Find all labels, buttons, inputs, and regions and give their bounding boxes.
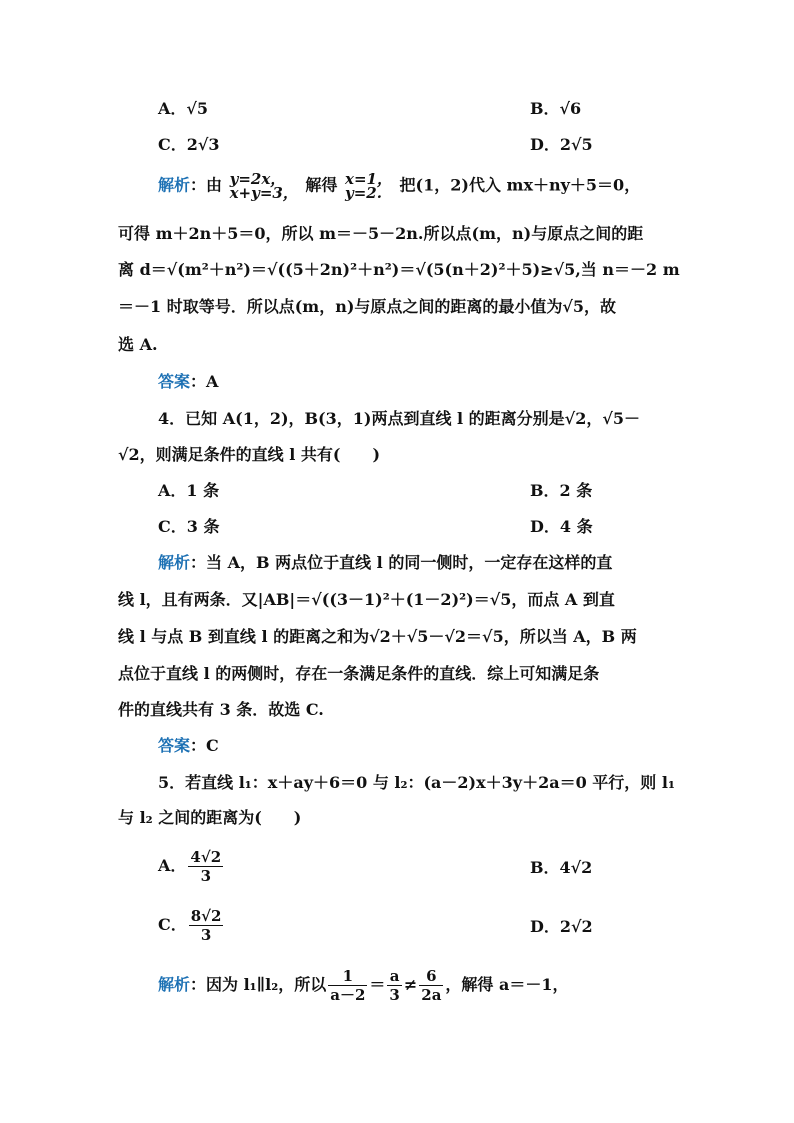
q3-solution-text: ：由 [190,175,223,195]
system-row: x=1， [345,170,392,188]
q5-option-b: B．4√2 [530,858,593,877]
equals-sign: ＝ [369,975,386,994]
q3-options-row-2 [158,135,593,154]
equation-system-2 [345,172,392,200]
system-row: x+y=3， [229,184,298,202]
q3-option-d: D．2√5 [530,135,593,154]
q4-option-d: D．4 条 [530,517,593,536]
q5-solution-label: 解析 [158,975,191,994]
q4-solution-line-1 [158,555,612,571]
q3-solution-line-2: 可得 m＋2n＋5＝0，所以 m＝－5－2n.所以点(m，n)与原点之间的距 [118,224,644,243]
denominator: a－2 [330,986,366,1004]
q4-option-c: C．3 条 [158,517,220,536]
q5-option-a-prefix: A． [158,856,187,875]
q3-option-c: C．2√3 [158,135,220,154]
q4-option-b: B．2 条 [530,481,593,500]
q4-solution-line-3: 线 l 与点 B 到直线 l 的距离之和为√2＋√5－√2＝√5，所以当 A，B 两 [118,627,637,646]
q3-solution-line-4: ＝－1 时取等号．所以点(m，n)与原点之间的距离的最小值为√5，故 [118,297,617,316]
numerator: 8√2 [190,907,222,925]
q3-solution-label: 解析 [158,175,191,195]
q3-options-row-1 [158,99,582,118]
system-row: y=2x， [229,170,286,188]
q5-option-a-fraction [188,848,223,885]
q5-option-d: D．2√2 [530,917,593,936]
q4-options-row-1 [158,481,593,500]
q4-answer-label: 答案 [158,736,191,755]
q3-solution-text: 解得 [305,175,338,195]
q3-option-a: A．√5 [158,99,209,118]
q4-solution-label: 解析 [158,553,191,572]
q5-stem-line-2: 与 l₂ 之间的距离为( ) [118,808,302,827]
q4-solution-line-4: 点位于直线 l 的两侧时，存在一条满足条件的直线．综上可知满足条 [118,664,600,683]
equation-system-1 [230,172,298,200]
q4-answer [158,738,219,754]
numerator: 4√2 [190,848,222,866]
q5-solution-text: ：因为 l₁∥l₂，所以 [190,975,327,994]
q3-answer-label: 答案 [158,372,191,391]
q3-option-b: B．√6 [530,99,582,118]
q5-option-c-fraction [189,907,224,944]
numerator: 1 [328,967,367,986]
denominator: 3 [200,867,211,885]
q3-solution-line-5: 选 A. [118,335,158,354]
numerator: a [387,967,401,986]
q5-solution-line-1 [158,967,569,1004]
denominator: 3 [389,986,400,1004]
q3-solution-line-1 [158,172,640,200]
q3-answer-value: ：A [190,372,219,391]
denominator: 3 [200,926,212,944]
q3-solution-text: 把(1，2)代入 mx＋ny＋5＝0， [399,175,641,195]
q5-solution-text: ，解得 a＝－1， [445,975,569,994]
q4-answer-value: ：C [190,736,219,755]
not-equal-sign: ≠ [403,975,418,994]
q4-option-a: A．1 条 [158,481,220,500]
q4-options-row-2 [158,517,593,536]
q4-stem-line-2: √2，则满足条件的直线 l 共有( ) [118,445,381,464]
q4-solution-line-2: 线 l，且有两条．又|AB|＝√((3－1)²＋(1－2)²)＝√5，而点 A 到直 [118,590,615,609]
fraction-1 [328,967,367,1004]
q5-stem-line-1: 5．若直线 l₁：x＋ay＋6＝0 与 l₂：(a－2)x＋3y＋2a＝0 平行，则 l₁ [158,773,675,792]
q5-options-row-1 [158,848,593,885]
q3-solution-line-3: 离 d＝√(m²＋n²)＝√((5＋2n)²＋n²)＝√(5(n＋2)²＋5)≥√5,当 n＝－2 m [118,260,680,279]
numerator: 6 [419,967,443,986]
q4-solution-text: ：当 A，B 两点位于直线 l 的同一侧时，一定存在这样的直 [190,553,613,572]
q5-options-row-2 [158,907,593,944]
denominator: 2a [421,986,442,1004]
q3-answer [158,374,218,390]
q5-option-c-prefix: C． [158,915,187,934]
fraction-3 [419,967,443,1004]
system-row: y=2. [345,184,382,202]
q4-solution-line-5: 件的直线共有 3 条．故选 C. [118,700,324,719]
q4-stem-line-1: 4．已知 A(1，2)，B(3，1)两点到直线 l 的距离分别是√2，√5－ [158,409,640,428]
fraction-2 [387,967,401,1004]
